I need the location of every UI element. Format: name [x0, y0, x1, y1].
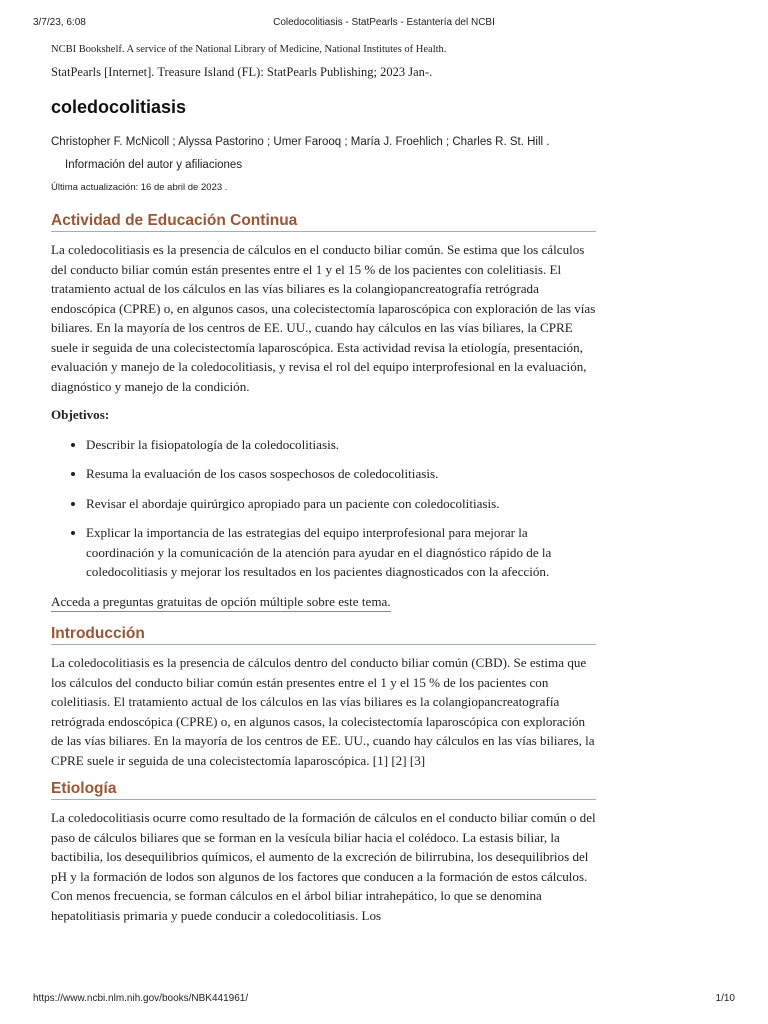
citation: StatPearls [Internet]. Treasure Island (FL): StatPearls Publishing; 2023 Jan-. [51, 65, 433, 79]
objectives-label: Objetivos: [51, 407, 110, 422]
section-heading-cme: Actividad de Educación Continua [51, 211, 596, 232]
etiology-paragraph: La coledocolitiasis ocurre como resultado de la formación de cálculos en el conducto biliar común o del paso de cálculos biliares que se forman en la vesícula biliar hacia el colédoco. La estasis biliar, la bactibilia, los desequilibrios químicos, el aumento de la excreción de bilirrubina, los desequilibrios del pH y la formación de lodos son algunos de los factores que conducen a la formación de estos cálculos. Con menos frecuencia, se forman cálculos en el árbol biliar intrahepático, lo que se denomina hepatolitiasis primaria y puede conducir a coledocolitiasis. Los [51, 810, 596, 923]
objective-item: • Revisar el abordaje quirúrgico apropiado para un paciente con coledocolitiasis. [86, 494, 596, 514]
article [51, 44, 596, 934]
intro-paragraph: La coledocolitiasis es la presencia de cálculos dentro del conducto biliar común (CBD). Se estima que los cálculos del conducto biliar común están presentes entre el 1 y el 15 % de los pacientes con colelitiasis. El tratamiento actual de los cálculos en las vías biliares es la colangiopancreatografía retrógrada endoscópica (CPRE) o, en algunos casos, la colecistectomía laparoscópica con exploración de las vías biliares. En la mayoría de los centros de EE. UU., cuando hay cálculos en las vías biliares, la CPRE suele ir seguida de una colecistectomía laparoscópica. [1] [2] [3] [51, 655, 595, 768]
bookshelf-note: NCBI Bookshelf. A service of the National Library of Medicine, National Institutes of Health. [51, 44, 447, 55]
objective-item: • Explicar la importancia de las estrategias del equipo interprofesional para mejorar la coordinación y la comunicación de la atención para ayudar en el diagnóstico rápido de la coledocolitiasis y mejorar los resultados en los pacientes diagnosticados con la afección. [86, 523, 596, 582]
print-url: https://www.ncbi.nlm.nih.gov/books/NBK441961/ [33, 993, 249, 1004]
cme-paragraph: La coledocolitiasis es la presencia de cálculos en el conducto biliar común. Se estima que los cálculos del conducto biliar común están presentes entre el 1 y el 15 % de los pacientes con colelitiasis. El tratamiento actual de los cálculos en las vías biliares es la colangiopancreatografía retrógrada endoscópica (CPRE) o, en algunos casos, una colecistectomía laparoscópica con exploración de las vías biliares. En la mayoría de los centros de EE. UU., cuando hay cálculos en las vías biliares, la CPRE suele ir seguida de una colecistectomía laparoscópica. Esta actividad revisa la etiología, presentación, evaluación y manejo de la coledocolitiasis, y revisa el rol del equipo interprofesional en la evaluación, diagnóstico y manejo de la condición. [51, 242, 596, 394]
objectives-list [51, 435, 596, 582]
section-heading-intro: Introducción [51, 624, 596, 645]
page-title: coledocolitiasis [51, 97, 187, 117]
page-number: 1/10 [715, 993, 735, 1004]
author-info-link[interactable]: Información del autor y afiliaciones [65, 159, 243, 171]
quiz-link[interactable]: Acceda a preguntas gratuitas de opción múltiple sobre este tema. [51, 592, 391, 613]
print-date: 3/7/23, 6:08 [33, 17, 86, 28]
author-list[interactable]: Christopher F. McNicoll ; Alyssa Pastorino ; Umer Farooq ; María J. Froehlich ; Charles R. St. Hill . [51, 136, 550, 148]
objective-item: • Describir la fisiopatología de la coledocolitiasis. [86, 435, 596, 455]
last-updated: Última actualización: 16 de abril de 2023 . [51, 182, 228, 193]
print-page-title: Coledocolitiasis - StatPearls - Estantería del NCBI [273, 17, 495, 28]
objective-item: • Resuma la evaluación de los casos sospechosos de coledocolitiasis. [86, 464, 596, 484]
section-heading-etiology: Etiología [51, 779, 596, 800]
